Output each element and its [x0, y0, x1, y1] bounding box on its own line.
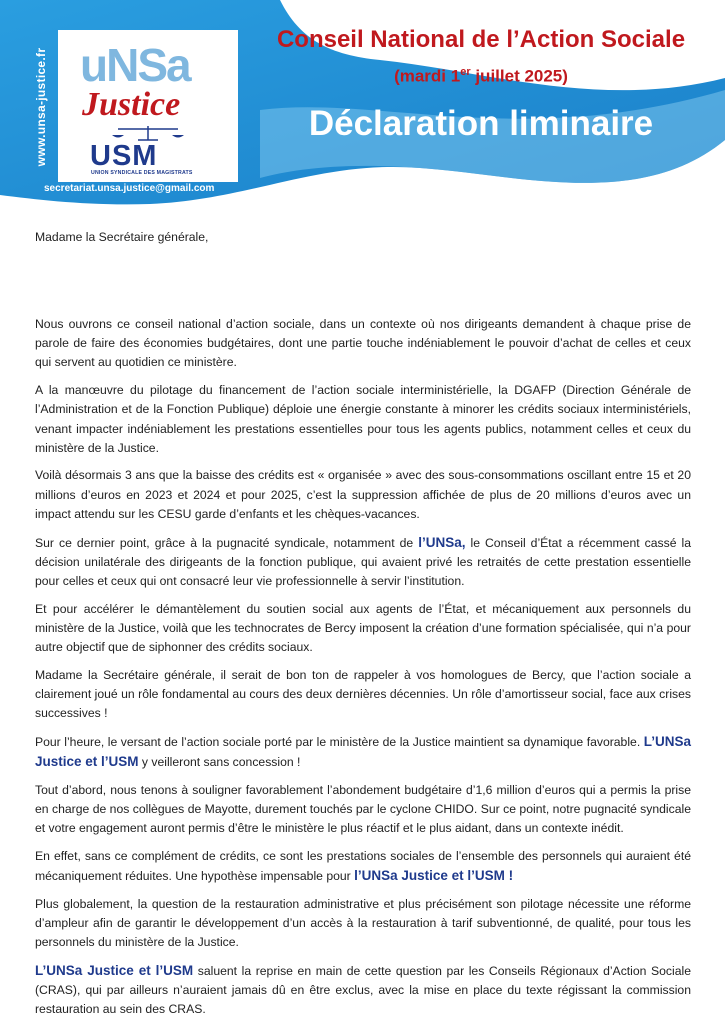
logo-unsa-text: uNSa [80, 39, 190, 91]
paragraph-9: En effet, sans ce complément de crédits, ce sont les prestations sociales de l’ensemble des personnels qui auraient été mécaniquement réduites. Une hypothèse impensable pour l’UNSa Justice et l’USM ! [35, 848, 691, 884]
union-highlight: L’UNSa Justice et l’USM [35, 962, 194, 978]
page-header [0, 0, 725, 212]
union-logo [58, 30, 238, 182]
paragraph-5: Et pour accélérer le démantèlement du soutien social aux agents de l’État, et mécaniquement aux personnels du ministère de la Justice, voilà que les technocrates de Bercy imposent la création d’une formation spécialisée, qui n’a pour autre objectif que de siphonner des crédits sociaux. [35, 601, 691, 655]
paragraph-7: Pour l’heure, le versant de l’action sociale porté par le ministère de la Justice maintient sa dynamique favorable. L’UNSa Justice et l’USM y veilleront sans concession ! [35, 733, 691, 770]
union-highlight: l’UNSa Justice et l’USM ! [354, 868, 514, 884]
logo-usm-text: USM [90, 140, 158, 172]
meeting-date: (mardi 1er juillet 2025) [394, 66, 568, 86]
paragraph-1: Nous ouvrons ce conseil national d’action sociale, dans un contexte où nos dirigeants demandent à chaque prise de parole de faire des économies budgétaires, dont une partie touche indéniablement le pouvoir d’achat de celles et ceux qui servent au quotidien ce ministère. [35, 317, 691, 370]
paragraph-6: Madame la Secrétaire générale, il serait de bon ton de rappeler à vos homologues de Bercy, que l’action sociale a clairement joué un rôle fondamental au cours des deux dernières décennies. Un rôle d’amortisseur social, face aux crises successives ! [35, 667, 691, 721]
logo-usm-subtitle: UNION SYNDICALE DES MAGISTRATS [91, 170, 193, 176]
logo-justice-text: Justice [82, 86, 181, 123]
union-highlight: L’UNSa Justice et l’USM [35, 733, 691, 770]
paragraph-3: Voilà désormais 3 ans que la baisse des crédits est « organisée » avec des sous-consommations oscillant entre 15 et 20 millions d’euros en 2023 et 2024 et pour 2025, c’est la suppression affichée de plus de 20 millions d’euros avec un impact attendu sur les CESU garde d’enfants et les chèques-vacances. [35, 468, 691, 521]
document-subtitle: Déclaration liminaire [308, 104, 654, 143]
paragraph-2: A la manœuvre du pilotage du financement de l’action sociale interministérielle, la DGAFP (Direction Générale de l’Administration et de la Fonction Publique) déploie une énergie constante à minorer les crédits sociaux interministériels, venant impacter indéniablement les prestations essentielles pour tous les agents publics, notamment celles et ceux du ministère de la Justice. [35, 383, 691, 455]
page-title: Conseil National de l’Action Sociale [276, 26, 686, 53]
paragraph-10: Plus globalement, la question de la restauration administrative et plus précisément son pilotage nécessite une réforme d’ampleur afin de garantir le développement d’un accès à la restauration à tarif subventionné, de qualité, pour tous les personnels du ministère de la Justice. [35, 896, 691, 950]
salutation: Madame la Secrétaire générale, [35, 230, 209, 244]
contact-email: secretariat.unsa.justice@gmail.com [44, 183, 215, 194]
paragraph-4: Sur ce dernier point, grâce à la pugnacité syndicale, notamment de l’UNSa, le Conseil d’État a récemment cassé la décision unilatérale des dirigeants de la fonction publique, qui avaient privé les retraités de cette prestation essentielle pour celles et ceux qui ont consacré leur vie professionnelle à servir l’institution. [35, 534, 691, 588]
paragraph-11: L’UNSa Justice et l’USM saluent la reprise en main de cette question par les Conseils Régionaux d’Action Sociale (CRAS), qui par ailleurs n’auraient jamais dû en être exclus, avec la mise en place du texte régissant la commission restauration au sein des CRAS. [35, 962, 691, 1017]
website-vertical-label: www.unsa-justice.fr [34, 47, 48, 167]
declaration-body [35, 230, 691, 1028]
union-highlight: l’UNSa, [418, 534, 466, 550]
paragraph-8: Tout d’abord, nous tenons à souligner favorablement l’abondement budgétaire d’1,6 million d’euros qui a permis la prise en charge de nos collègues de Mayotte, durement touchés par le cyclone CHIDO. Sur ce point, notre pugnacité syndicale et votre engagement auront permis d’être le ministère le plus réactif et le plus aidant, dans un contexte inédit. [35, 782, 691, 836]
